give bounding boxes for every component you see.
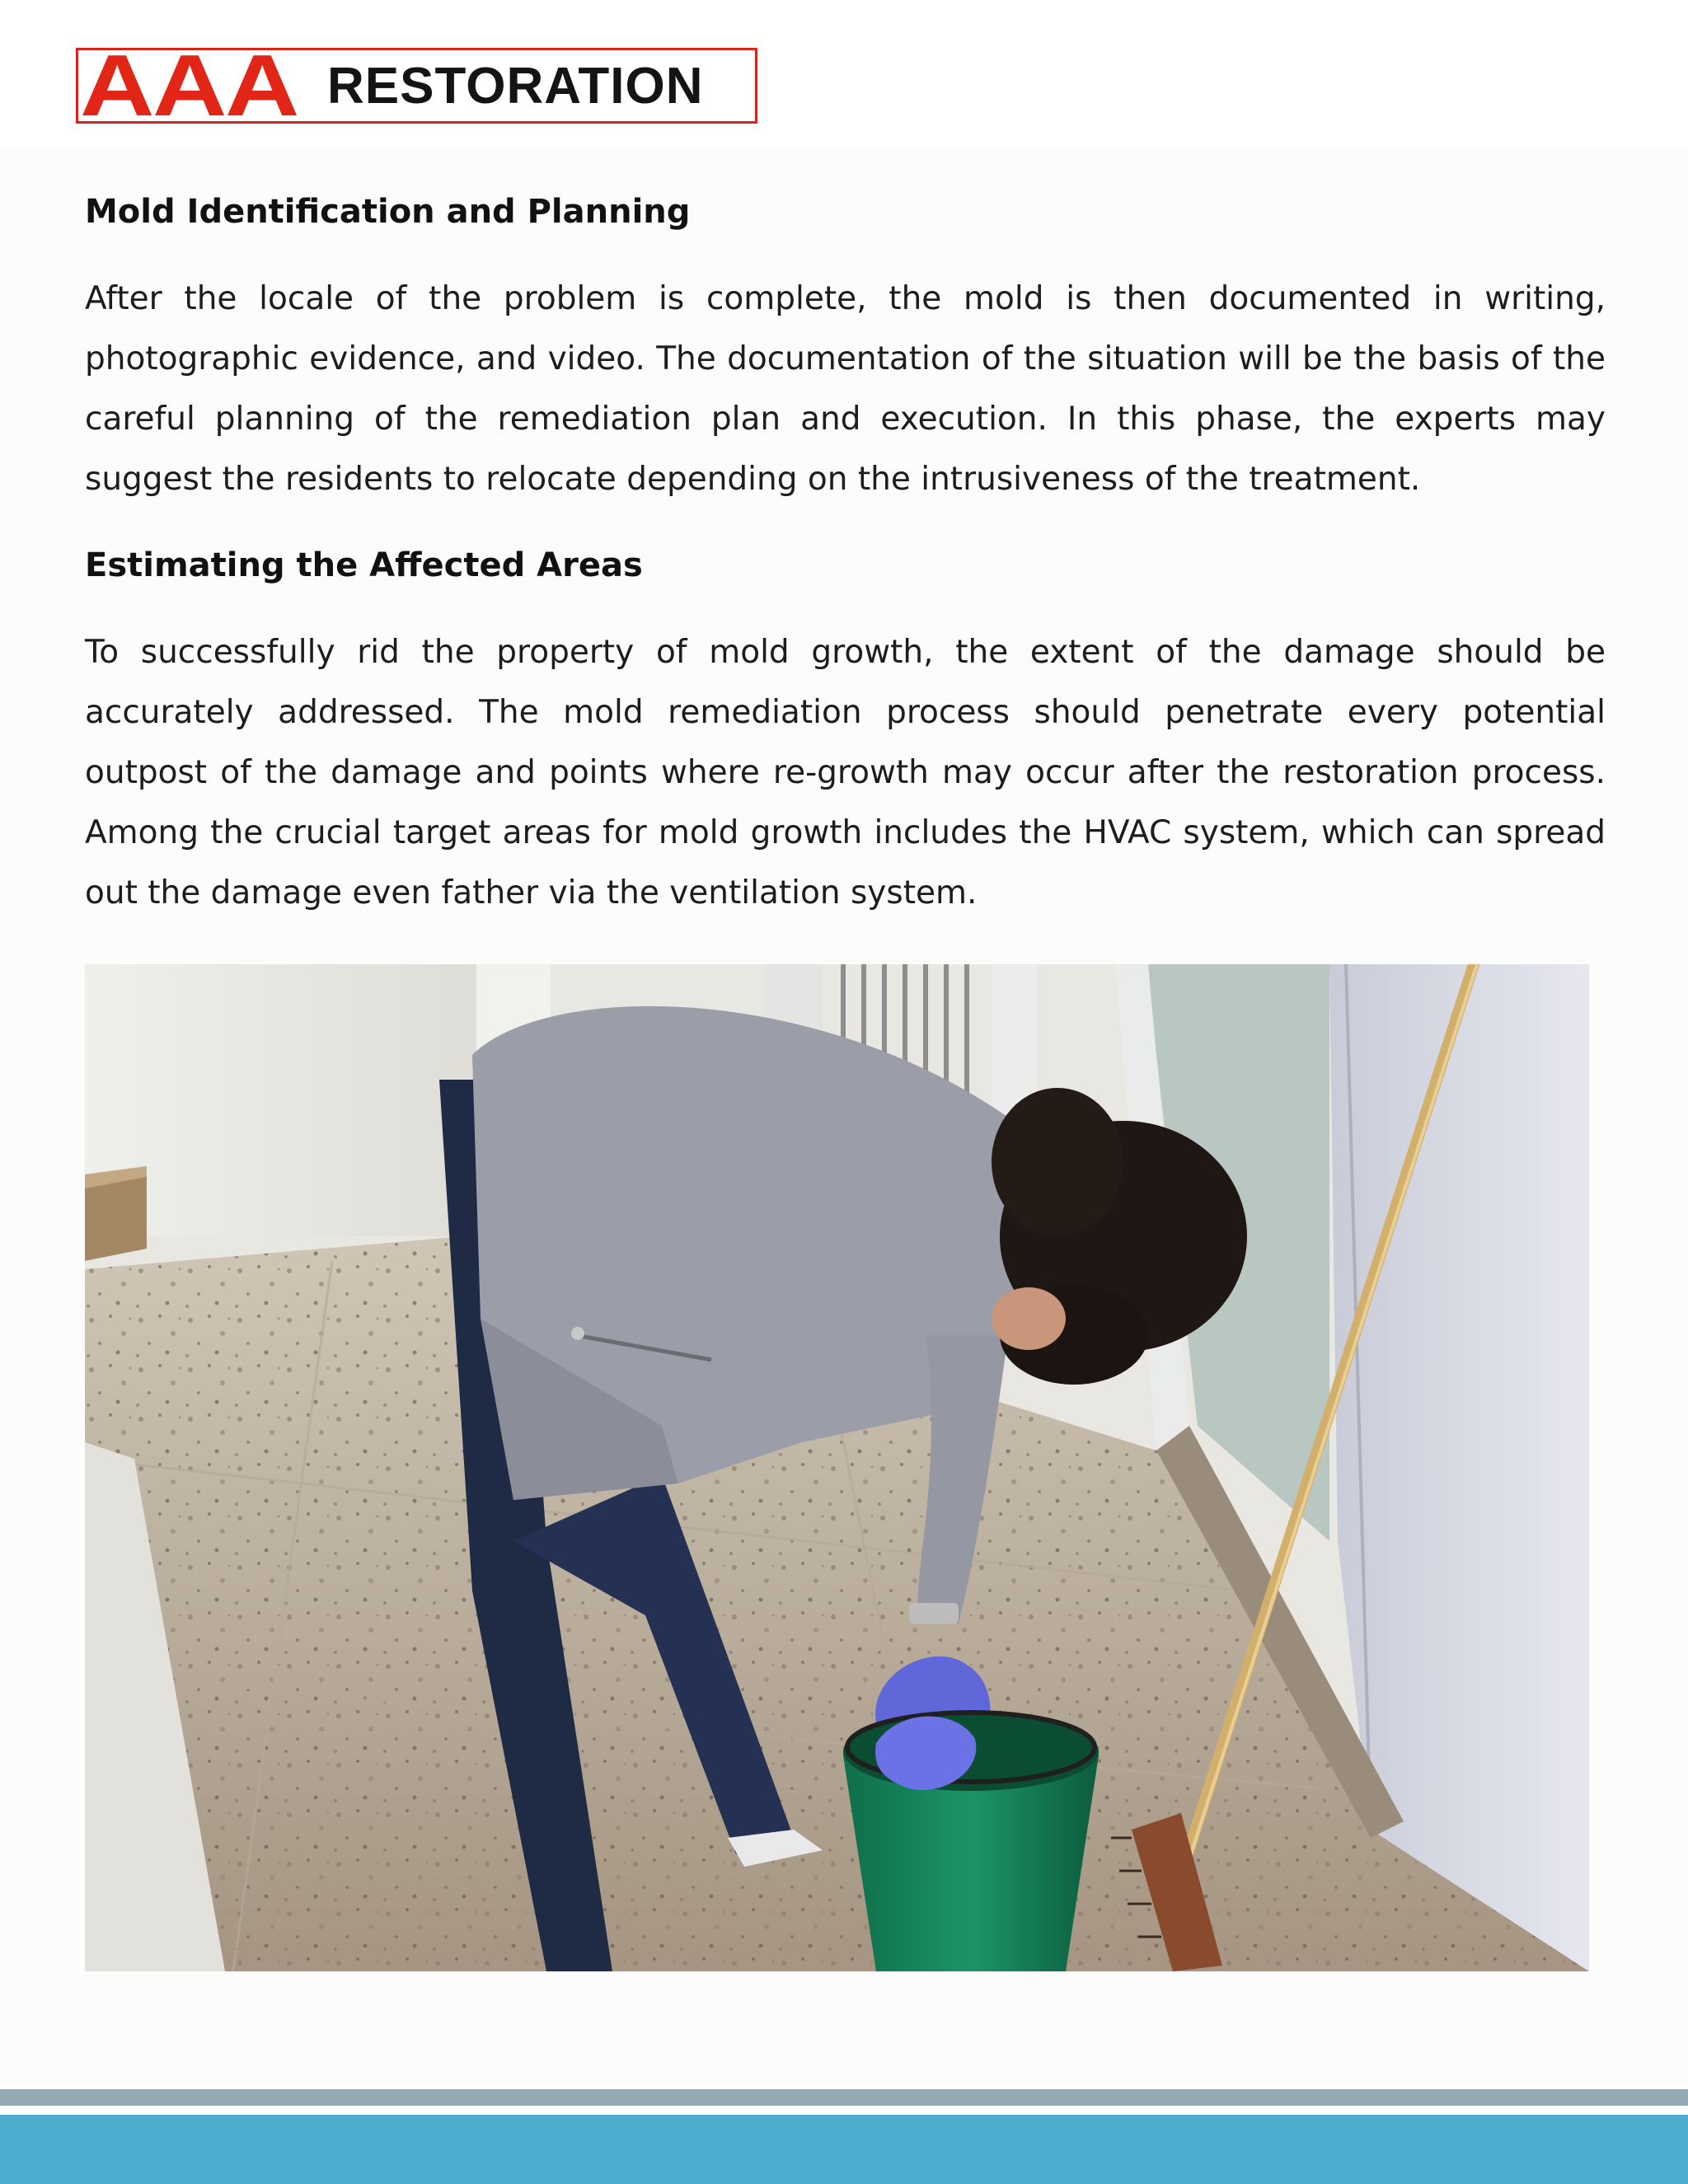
section-body-estimating-areas: To successfully rid the property of mold growth, the extent of the damage should be accurately addressed. The mold remediation process should penetrate every potential outpost of the damage and points where re-growth may occur after the restoration process. Among the crucial target areas for mold growth includes the HVAC system, which can spread out the damage even father via the ventilation system. xyxy=(85,634,1606,912)
section-heading-estimating-areas: Estimating the Affected Areas xyxy=(85,546,643,584)
footer-band-blue xyxy=(0,2115,1688,2184)
logo-wordmark: RESTORATION xyxy=(327,58,704,115)
section-body-mold-identification: After the locale of the problem is complete, the mold is then documented in writing, photographic evidence, and video. The documentation of the situation will be the basis of the careful planning of the remediation plan and execution. In this phase, the experts may suggest the residents to relocate depending on the intrusiveness of the treatment. xyxy=(85,280,1606,498)
footer-band-grey xyxy=(0,2089,1688,2106)
cleaning-photo xyxy=(85,964,1589,1971)
section-heading-mold-identification: Mold Identification and Planning xyxy=(85,193,691,231)
logo-mark-text: AAA xyxy=(80,37,298,134)
company-logo xyxy=(76,37,757,134)
logo-mark xyxy=(80,37,298,134)
